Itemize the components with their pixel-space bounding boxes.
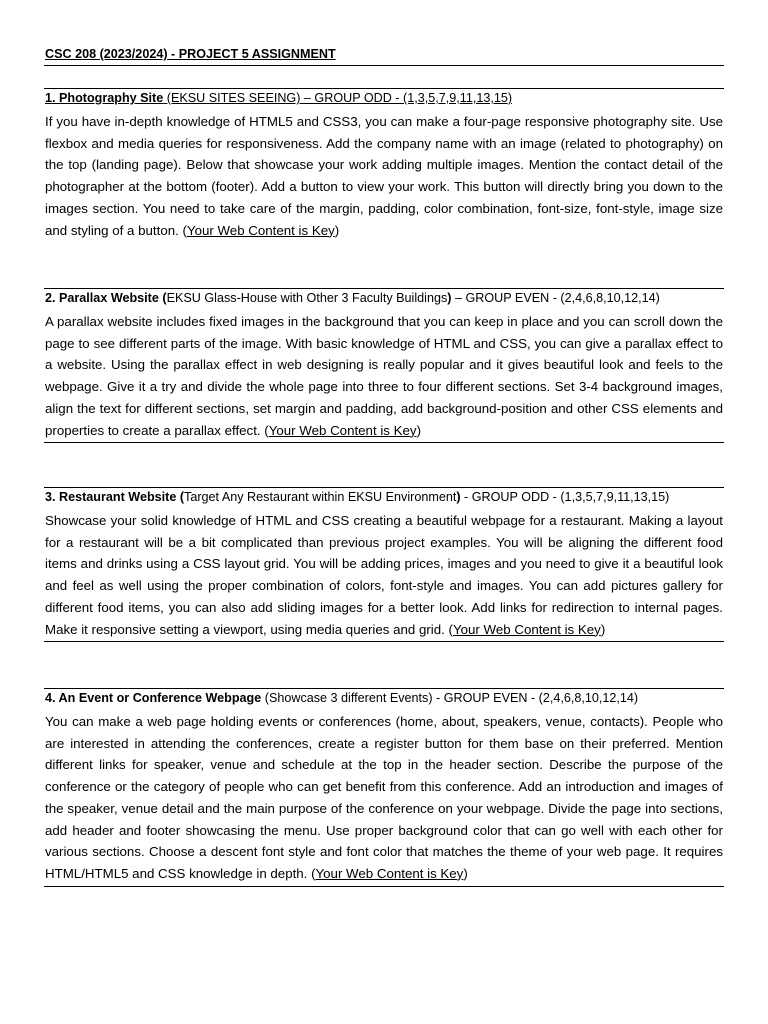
divider [44, 641, 724, 642]
section-number-title: 2. Parallax Website ( [45, 291, 167, 305]
section-subtitle: (Showcase 3 different Events) - GROUP EVEN - (2,4,6,8,10,12,14) [261, 691, 639, 705]
divider [44, 442, 724, 443]
divider [44, 65, 724, 66]
key-close: ) [600, 621, 606, 637]
section-body [45, 711, 723, 885]
key-note: Your Web Content is Key [268, 422, 417, 438]
key-note: Your Web Content is Key [315, 865, 464, 881]
section-group: – GROUP EVEN - (2,4,6,8,10,12,14) [451, 291, 660, 305]
section-event-conference-webpage [45, 689, 723, 885]
section-parallax-website [45, 289, 723, 441]
section-subtitle: Target Any Restaurant within EKSU Environment [184, 490, 457, 504]
key-close: ) [463, 865, 468, 881]
section-photography-site [45, 89, 723, 241]
key-close: ) [416, 422, 421, 438]
section-text: Showcase your solid knowledge of HTML and CSS creating a beautiful webpage for a restaurant. Making a layout for a restaurant will be a bit complicated than previous project examples. You will be aligning the different food items and drinks using a CSS layout grid. You will be adding prices, images and you need to give it a beautiful look and feel as well using the proper combination of colors, font-style and images. You can add pictures gallery for different food items, you can also add sliding images for a better look. Add links for redirection to internal pages. Make it responsive setting a viewport, using media queries and grid. ( [45, 513, 723, 637]
key-close: ) [334, 222, 340, 238]
section-heading [45, 89, 723, 108]
section-restaurant-website [45, 488, 723, 640]
section-heading [45, 289, 723, 308]
section-body [45, 510, 723, 640]
section-number-title: 4. An Event or Conference Webpage [45, 691, 262, 705]
section-group: - GROUP ODD - (1,3,5,7,9,11,13,15) [460, 490, 670, 504]
section-subtitle: EKSU Glass-House with Other 3 Faculty Buildings [166, 291, 448, 305]
section-title-close: ) [447, 291, 452, 305]
section-number-title: 3. Restaurant Website ( [45, 490, 185, 504]
section-text: A parallax website includes fixed images in the background that you can keep in place and you can scroll down the page to see different parts of the image. With basic knowledge of HTML and CSS, you can give a parallax effect to a website. Using the parallax effect in web designing is really popular and it gives beautiful look and feels to the webpage. Give it a try and divide the whole page into three to four different sections. Set 3-4 background images, align the text for different sections, set margin and padding, add background-position and other CSS elements and properties to create a parallax effect. ( [45, 314, 723, 438]
section-body [45, 311, 723, 441]
divider [44, 886, 724, 887]
section-number-title: 1. Photography Site [45, 91, 164, 105]
section-title-close: ) [456, 490, 461, 504]
key-note: Your Web Content is Key [186, 222, 335, 238]
document-title: CSC 208 (2023/2024) - PROJECT 5 ASSIGNMENT [45, 47, 336, 61]
key-note: Your Web Content is Key [452, 621, 601, 637]
section-body [45, 111, 723, 241]
section-text: You can make a web page holding events or conferences (home, about, speakers, venue, contacts). People who are interested in attending the conferences, create a register button for them base on their preferred. Mention different links for speaker, venue and schedule at the top in the header section. Describe the purpose of the conference or the category of people who can get benefit from this conference. Add an introduction and images of the speaker, venue detail and the main purpose of the conference on your webpage. Divide the page into sections, add header and footer showcasing the menu. Use proper background color that can go well with each other for various sections. Choose a descent font style and font color that matches the theme of your web page. It requires HTML/HTML5 and CSS knowledge in depth. ( [45, 714, 723, 881]
section-subtitle: (EKSU SITES SEEING) – GROUP ODD - (1,3,5,7,9,11,13,15) [166, 91, 513, 105]
section-text: If you have in-depth knowledge of HTML5 and CSS3, you can make a four-page responsive photography site. Use flexbox and media queries for responsiveness. Add the company name with an image (related to photography) on the top (landing page). Below that showcase your work adding multiple images. Mention the contact detail of the photographer at the bottom (footer). Add a button to view your work. This button will directly bring you down to the images section. You need to take care of the margin, padding, color combination, font-size, font-style, image size and styling of a button. ( [45, 114, 723, 238]
section-heading [45, 488, 723, 507]
section-heading [45, 689, 723, 708]
